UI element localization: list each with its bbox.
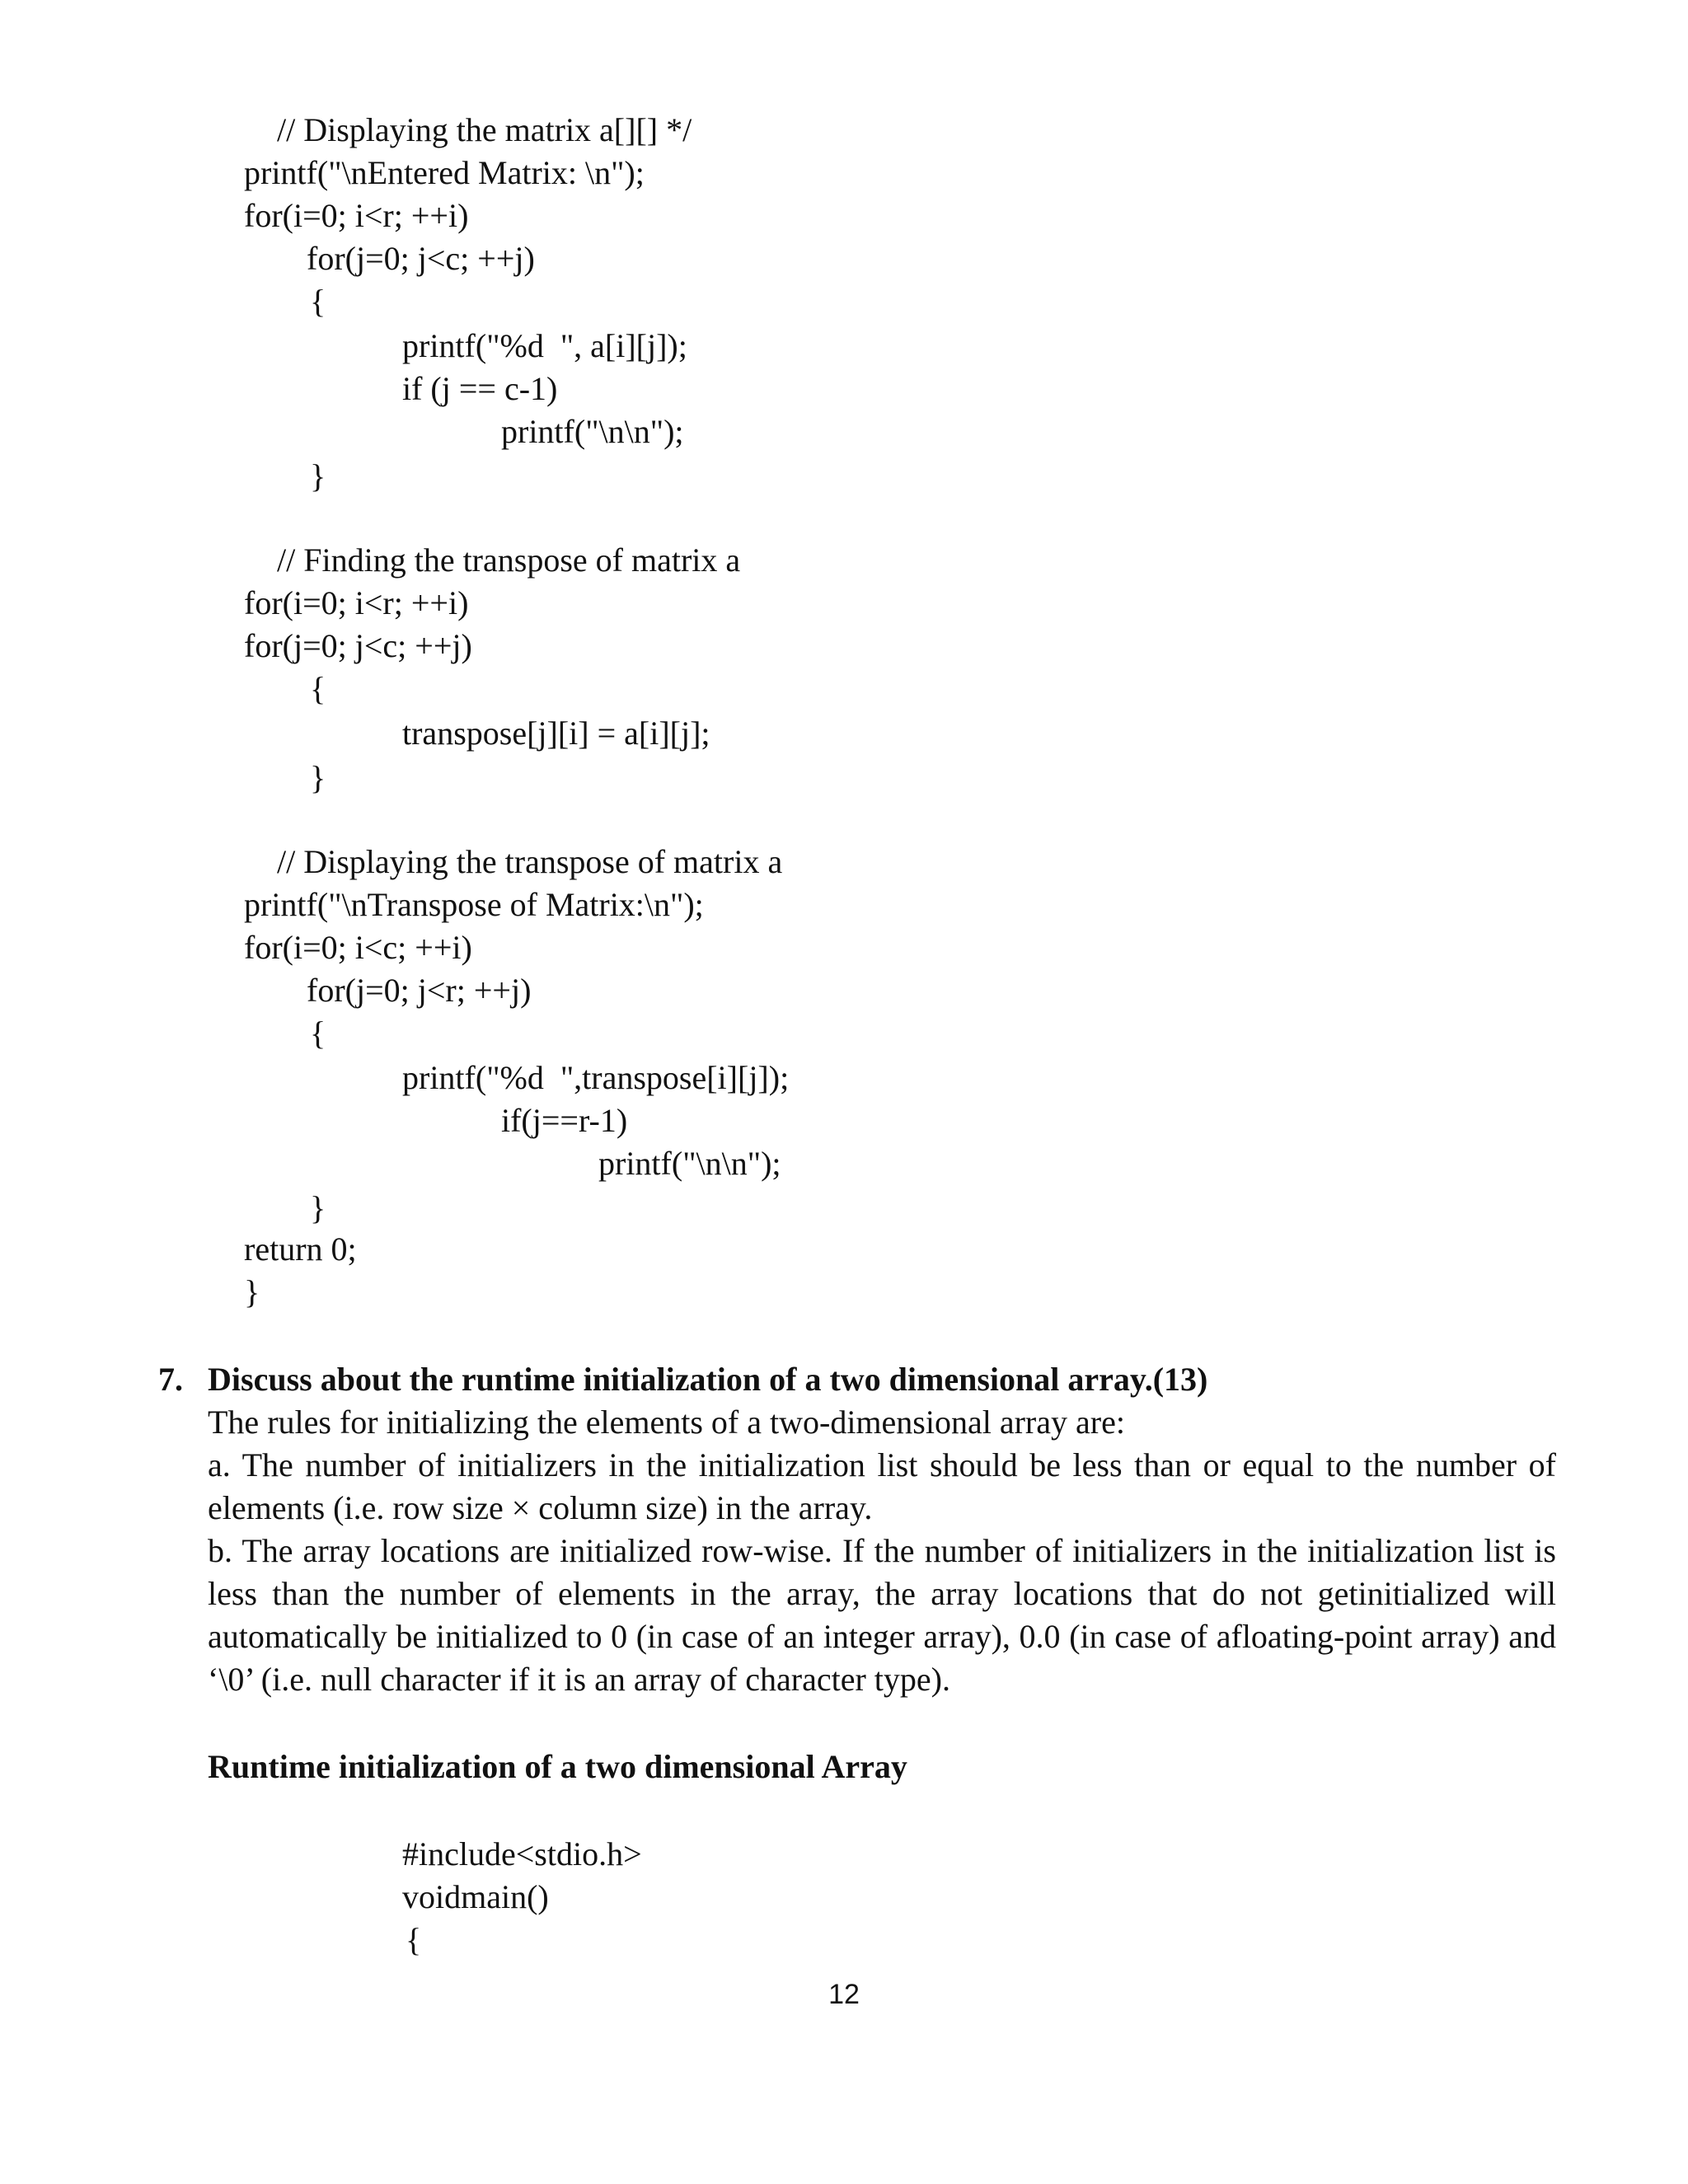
- question-intro: The rules for initializing the elements of a two-dimensional array are:: [208, 1404, 1125, 1441]
- section-heading: Runtime initialization of a two dimensional Array: [208, 1748, 907, 1785]
- question-title: Discuss about the runtime initialization of a two dimensional array.(13): [208, 1361, 1208, 1398]
- code-line: printf("\n\n");: [501, 413, 684, 450]
- code-line: }: [310, 1189, 326, 1226]
- question-number: 7.: [158, 1361, 183, 1398]
- page-number: 12: [828, 1979, 860, 2010]
- code-line: if(j==r-1): [501, 1102, 628, 1139]
- code-line: return 0;: [244, 1230, 357, 1268]
- code-line: printf("%d ", a[i][j]);: [402, 327, 687, 364]
- code-line: {: [406, 1921, 422, 1958]
- code-line: }: [244, 1273, 260, 1310]
- code-line: for(i=0; i<c; ++i): [244, 929, 472, 966]
- code-line: }: [310, 457, 326, 494]
- code-line: }: [310, 759, 326, 796]
- code-line: if (j == c-1): [402, 370, 558, 407]
- code-line: printf("\nEntered Matrix: \n");: [244, 154, 645, 191]
- code-comment: // Finding the transpose of matrix a: [277, 541, 741, 579]
- code-line: for(i=0; i<r; ++i): [244, 584, 469, 621]
- rule-a-paragraph: a. The number of initializers in the initialization list should be less than or equal to the number of elements (i.e. row size × column size) in the array.: [208, 1446, 1556, 1526]
- code-line: for(j=0; j<r; ++j): [307, 972, 532, 1009]
- code-line: printf("\nTranspose of Matrix:\n");: [244, 886, 704, 923]
- code-line: {: [310, 283, 326, 320]
- code-line: transpose[j][i] = a[i][j];: [402, 715, 710, 752]
- code-line: for(j=0; j<c; ++j): [244, 627, 472, 664]
- code-line: #include<stdio.h>: [402, 1835, 642, 1872]
- code-comment: // Displaying the transpose of matrix a: [277, 843, 783, 880]
- code-line: printf("%d ",transpose[i][j]);: [402, 1059, 790, 1096]
- code-line: {: [310, 670, 326, 707]
- code-line: for(j=0; j<c; ++j): [307, 240, 535, 277]
- code-line: voidmain(): [402, 1878, 549, 1915]
- code-line: {: [310, 1015, 326, 1052]
- rule-b-paragraph: b. The array locations are initialized row-wise. If the number of initializers in the initialization list is less than the number of elements in the array, the array locations that do not getinitialized will automatically be initialized to 0 (in case of an integer array), 0.0 (in case of afloating-point array) and ‘\0’ (i.e. null character if it is an array of character type).: [208, 1532, 1556, 1698]
- code-comment: // Displaying the matrix a[][] */: [277, 111, 692, 148]
- code-line: for(i=0; i<r; ++i): [244, 197, 469, 234]
- code-line: printf("\n\n");: [598, 1145, 781, 1182]
